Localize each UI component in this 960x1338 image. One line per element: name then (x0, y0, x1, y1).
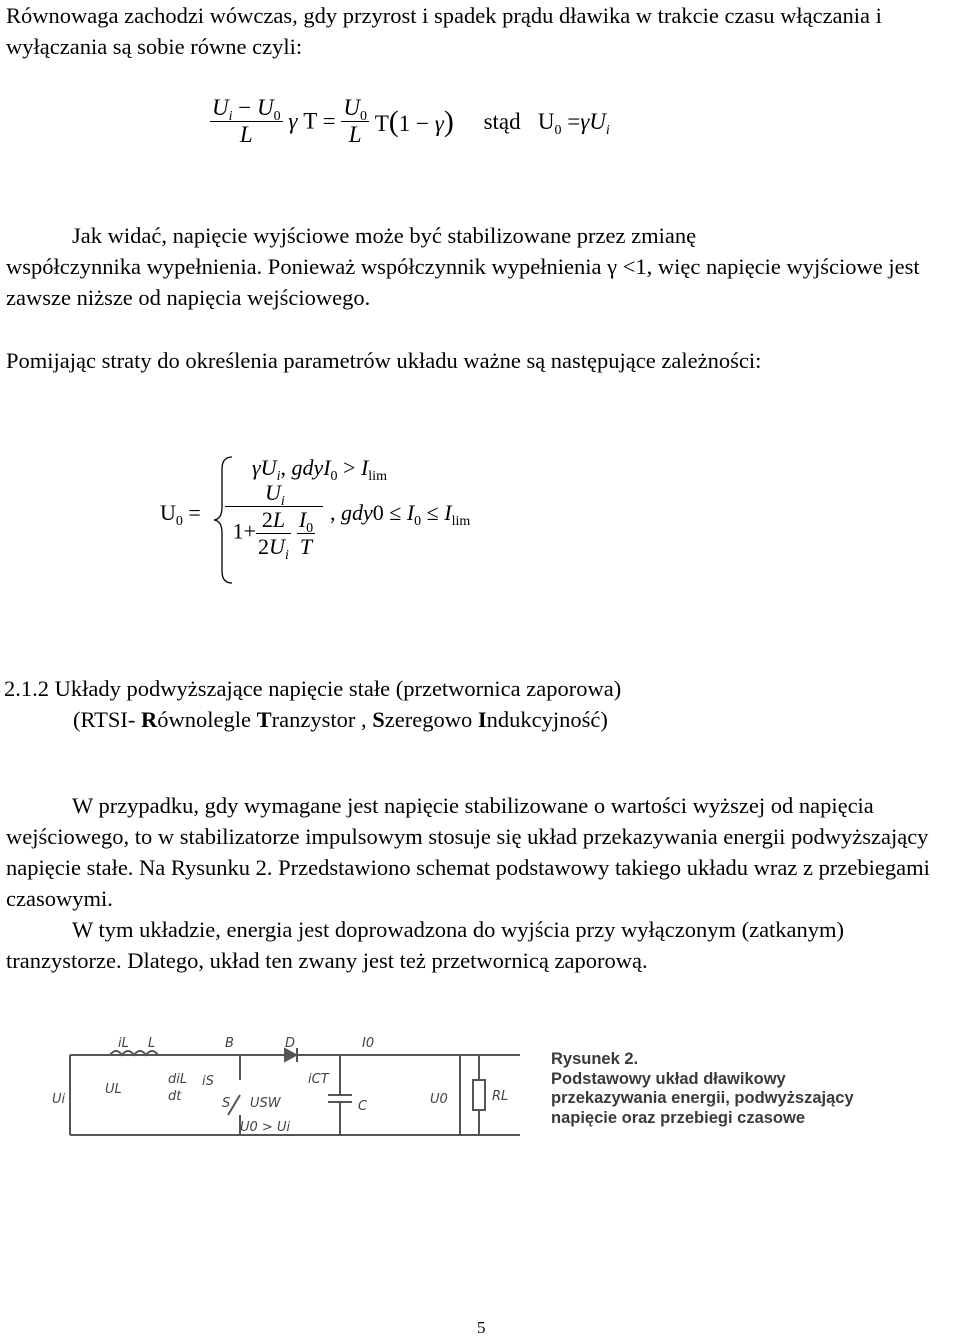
label-usw: USW (250, 1096, 281, 1111)
caption-line: Podstawowy układ dławikowy (551, 1069, 786, 1088)
label-b: B (225, 1036, 234, 1051)
section-heading: 2.1.2 Układy podwyższające napięcie stałe (przetwornica zaporowa) (4, 676, 622, 701)
label-dil: diL (168, 1072, 188, 1087)
label-l: L (148, 1036, 156, 1051)
label-il: iL (118, 1036, 129, 1051)
caption-line: Rysunek 2. (551, 1050, 639, 1068)
label-ui: Ui (52, 1092, 66, 1107)
figure-caption (551, 1050, 854, 1128)
label-dt: dt (168, 1089, 182, 1104)
page-number: 5 (477, 1318, 486, 1337)
label-c: C (358, 1099, 368, 1114)
label-u0: U0 (430, 1092, 448, 1107)
equation-balance: $\frac{U_i - U_0}{L}$ γ T = $\frac{U_0}{L}$ T(1 − γ) stąd $U_0 =\gamma U_i$ (212, 95, 610, 147)
label-ul: UL (105, 1082, 122, 1097)
label-s: S (222, 1096, 231, 1111)
stad-word: stąd (483, 108, 521, 134)
paragraph-duty-rest: współczynnika wypełnienia. Ponieważ współczynnik wypełnienia γ <1, więc napięcie wyjściowe jest zawsze niższe od napięcia wejściowego. (6, 254, 920, 310)
label-d: D (285, 1036, 296, 1051)
label-is: iS (202, 1074, 214, 1089)
caption-line: napięcie oraz przebiegi czasowe (551, 1108, 806, 1127)
paragraph-relations: Pomijając straty do określenia parametrów układu ważne są następujące zależności: (6, 348, 762, 373)
paragraph-duty-line1: Jak widać, napięcie wyjściowe może być stabilizowane przez zmianę (72, 223, 697, 248)
section-acronym: (RTSI- Równolegle Tranzystor , Szeregowo Indukcyjność) (73, 707, 608, 732)
fraction-u0-over-l: $\frac{U_0}{L}$ (343, 95, 367, 147)
paragraph-boost: W przypadku, gdy wymagane jest napięcie stabilizowane o wartości wyższej od napięcia wejściowego, to w stabilizatorze impulsowym stosuje się układ przekazywania energii podwyższający napięcie stałe. Na Rysunku 2. Przedstawiono schemat podstawowy takiego układu wraz z przebiegami czasowymi. (6, 793, 930, 911)
label-i0: I0 (362, 1036, 375, 1051)
label-ict: iCT (308, 1072, 329, 1087)
fraction-ui-minus-u0-over-l: $\frac{U_i - U_0}{L}$ (212, 95, 281, 147)
equation-piecewise: $U_0$ = $\gamma U_i$, gdyI$_0$ > $I_{lim}$ $U_i$ 1+ $\frac{2L}{2U_i}$ $\frac{I_0}{T}$ , $gdy0 \le I_0 \le I_{lim}$ (160, 455, 520, 585)
label-condition: U0 > Ui (240, 1120, 291, 1135)
paragraph-intro: Równowaga zachodzi wówczas, gdy przyrost i spadek prądu dławika w trakcie czasu włączania i wyłączania są sobie równe czyli: (6, 3, 882, 59)
paragraph-energy: W tym układzie, energia jest doprowadzona do wyjścia przy wyłączonym (zatkanym) tranzystorze. Dlatego, układ ten zwany jest też przetwornicą zaporową. (6, 917, 845, 973)
circuit-diagram (0, 1025, 545, 1145)
caption-line: przekazywania energii, podwyższający (551, 1089, 854, 1107)
label-rl: RL (492, 1089, 509, 1104)
